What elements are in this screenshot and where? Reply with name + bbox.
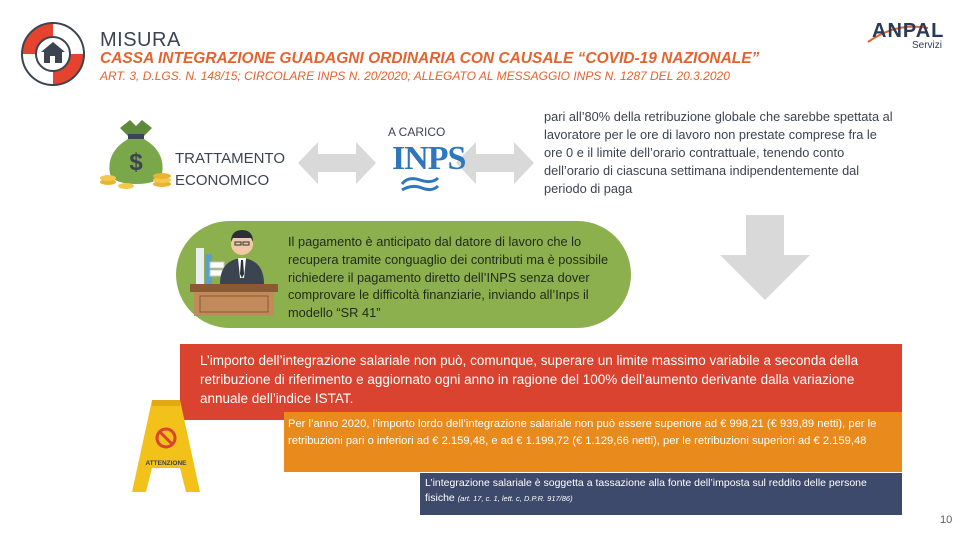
page-number: 10 <box>940 514 953 526</box>
lifebuoy-icon <box>18 17 88 91</box>
logo-subtext: Servizi <box>912 40 943 51</box>
down-arrow-icon <box>720 215 810 300</box>
inps-logo: INPS <box>392 140 466 177</box>
money-bag-icon <box>100 118 172 190</box>
double-arrow-icon <box>456 138 534 188</box>
page-subtitle: CASSA INTEGRAZIONE GUADAGNI ORDINARIA CON CAUSALE “COVID-19 NAZIONALE” <box>100 50 760 67</box>
payment-description: Il pagamento è anticipato dal datore di lavoro che lo recupera tramite conguaglio dei contributi ma è possibile richiedere il pagamento diretto dell’INPS senza dover comprovare le difficoltà finanziarie, inviando all’Inps il modello “SR 41” <box>288 234 609 321</box>
year-2020-description: Per l’anno 2020, l’importo lordo dell’integrazione salariale non può essere superiore ad € 998,21 (€ 939,89 netti), per le retribuzioni pari o inferiori ad € 2.159,48, e ad € 1.199,72 (€ 1.129,66 netti), per le retribuzioni superiori ad € 2.159,48 <box>288 418 877 447</box>
tax-info <box>425 476 895 506</box>
svg-text:$: $ <box>129 149 143 176</box>
employer-at-desk-icon <box>186 214 278 318</box>
payer-label: A CARICO <box>388 125 446 139</box>
legal-reference: ART. 3, D.LGS. N. 148/15; CIRCOLARE INPS N. 20/2020; ALLEGATO AL MESSAGGIO INPS N. 1287 DEL 20.3.2020 <box>100 69 730 83</box>
warning-sign-label: ATTENZIONE <box>145 460 187 467</box>
calculation-description: pari all’80% della retribuzione globale che sarebbe spettata al lavoratore per le ore di lavoro non prestate comprese fra le ore 0 e il limite dell’orario contrattuale, tenendo conto dell’orario di ciascuna settimana indipendentemente dal periodo di paga <box>544 109 893 196</box>
treatment-label-line2: ECONOMICO <box>175 172 270 189</box>
tax-description: L’integrazione salariale è soggetta a tassazione alla fonte dell’imposta sul reddito delle persone fisiche <box>425 477 867 504</box>
treatment-label-line1: TRATTAMENTO <box>175 150 285 167</box>
inps-swirl-icon <box>398 174 442 194</box>
limit-description: L’importo dell’integrazione salariale non può, comunque, superare un limite massimo variabile a seconda della retribuzione di riferimento e aggiornato ogni anno in ragione del 100% dell’aumento derivante dalla variazione annuale dell’indice ISTAT. <box>200 353 859 406</box>
logo-text: ANPAL <box>872 20 945 42</box>
page-title: MISURA <box>100 29 181 51</box>
warning-sign-icon <box>130 398 202 494</box>
treatment-label <box>175 148 285 192</box>
tax-reference: (art. 17, c. 1, lett. c, D.P.R. 917/86) <box>457 494 573 503</box>
double-arrow-icon <box>298 138 376 188</box>
